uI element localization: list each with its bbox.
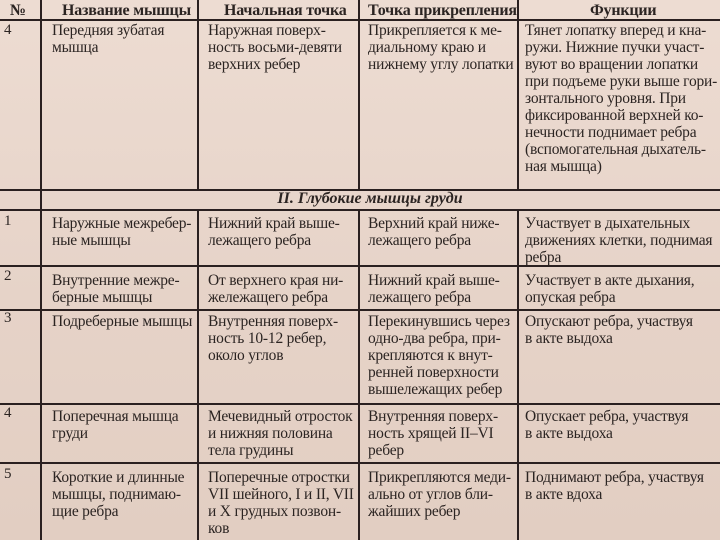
row-num: 4 [4,22,12,38]
header-num: № [10,2,26,19]
row-insertion: Прикрепляются меди- ально от углов бли- жайших ребер [368,469,511,520]
row-num: 4 [4,405,12,421]
row-function: Участвует в дыхательных движениях клетки, поднимая ребра [525,215,713,266]
section-title-text: II. Глубокие мышцы груди [277,190,463,207]
row-name: Передняя зубатая мышца [52,22,165,56]
section-title [0,190,720,208]
row-function: Тянет лопатку вперед и кна- ружи. Нижние пучки участ- вуют во вращении лопатки при подъеме руки выше гори- зонтального уровня. При фиксированной верхней ко- нечности поднимает ребра (вспомогательная дыхатель- ная мышца) [525,22,718,175]
grid-line [0,309,720,311]
grid-line [358,210,360,540]
header-origin: Начальная точка [224,2,347,19]
row-origin: Внутренняя поверх- ность 10-12 ребер, около углов [208,313,338,364]
row-insertion: Перекинувшись через одно-два ребра, при- крепляются к внут- ренней поверхности вышележащих ребер [368,313,510,398]
row-origin: Нижний край выше- лежащего ребра [208,215,340,249]
row-insertion: Внутренняя поверх- ность хрящей II–VI ребер [368,408,498,459]
row-function: Поднимают ребра, участвуя в акте вдоха [525,469,704,503]
row-origin: Мечевидный отросток и нижняя половина тела грудины [208,408,353,459]
row-function: Участвует в акте дыхания, опуская ребра [525,272,695,306]
row-num: 2 [4,268,12,284]
row-function: Опускает ребра, участвуя в акте выдоха [525,408,689,442]
grid-line [197,0,199,190]
row-origin: Наружная поверх- ность восьми-девяти верхних ребер [208,22,342,73]
grid-line [40,0,42,540]
header-name: Название мышцы [62,2,191,19]
row-insertion: Прикрепляется к ме- диальному краю и нижнему углу лопатки [368,22,514,73]
header-function: Функции [590,2,657,19]
row-name: Внутренние межре- берные мышцы [52,272,180,306]
row-insertion: Нижний край выше- лежащего ребра [368,272,500,306]
grid-line [0,462,720,464]
row-origin: От верхнего края ни- жележащего ребра [208,272,344,306]
grid-line [0,209,720,211]
row-name: Короткие и длинные мышцы, поднимаю- щие ребра [52,469,185,520]
grid-line [0,403,720,405]
header-insertion: Точка прикрепления [368,2,517,19]
grid-line [358,0,360,190]
row-num: 3 [4,310,12,326]
grid-line [197,210,199,540]
row-function: Опускают ребра, участвуя в акте выдоха [525,313,693,347]
row-num: 1 [4,213,12,229]
row-name: Подреберные мышцы [52,313,193,330]
row-insertion: Верхний край ниже- лежащего ребра [368,215,500,249]
row-origin: Поперечные отростки VII шейного, I и II, VII и X грудных позвон- ков [208,469,354,537]
row-num: 5 [4,466,12,482]
row-name: Наружные межребер- ные мышцы [52,215,192,249]
row-name: Поперечная мышца груди [52,408,179,442]
